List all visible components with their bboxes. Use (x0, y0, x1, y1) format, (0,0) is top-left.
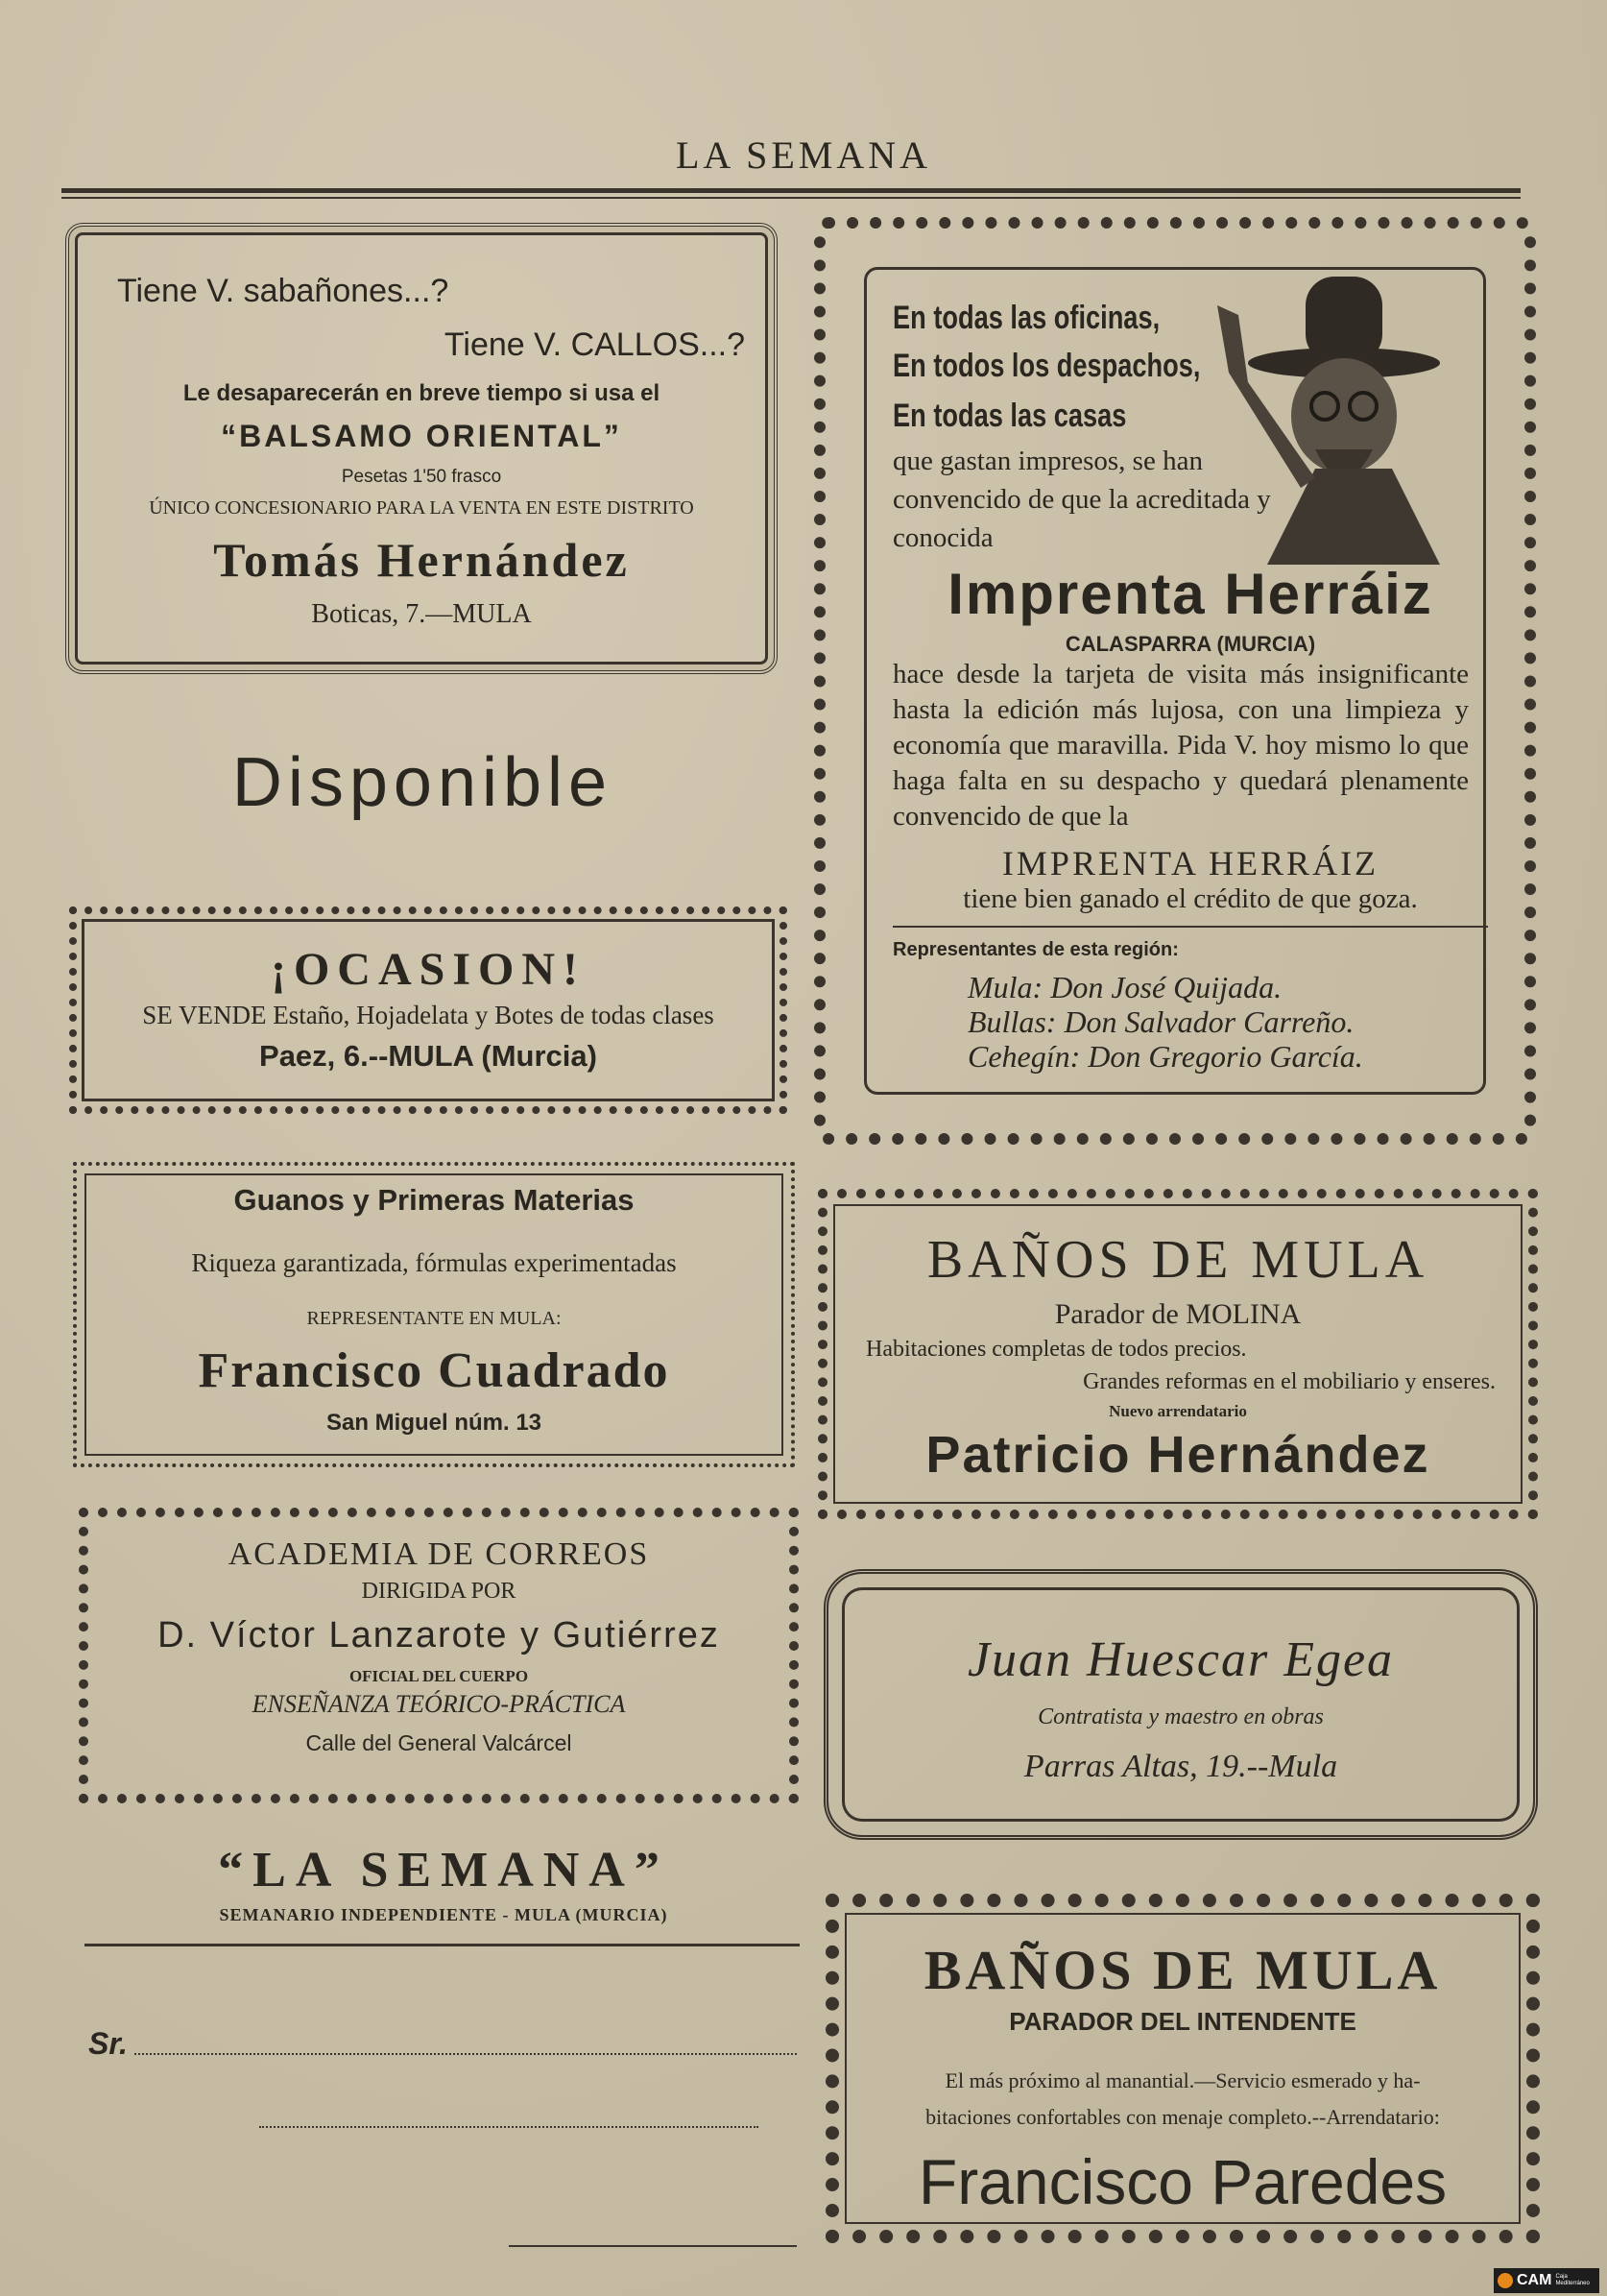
ad-imprenta-body2: hace desde la tarjeta de visita más insignificante hasta la edición más lujosa, con una limpieza y economía que maravilla. Pida V. hoy mismo lo que haga falta en su despacho y quedará plenamente convencido de que la (893, 659, 1469, 832)
ad-balsamo-price: Pesetas 1'50 frasco (341, 467, 502, 487)
ad-balsamo-line3: Le desaparecerán en breve tiempo si usa el (182, 380, 660, 406)
ad-imprenta-line1: En todas las oficinas, (893, 300, 1161, 336)
ad-banos-1-line1: Habitaciones completas de todos precios. (866, 1337, 1247, 1362)
ad-academia-line3: ENSEÑANZA TEÓRICO-PRÁCTICA (252, 1690, 626, 1718)
ad-banos-1 (818, 1189, 1538, 1519)
ad-guanos-line1: Riqueza garantizada, fórmulas experimentadas (191, 1248, 677, 1277)
ad-ocasion-title: ¡OCASION! (270, 944, 586, 995)
ad-ocasion-line1: SE VENDE Estaño, Hojadelata y Botes de todas clases (142, 1001, 714, 1029)
ad-academia-line2: OFICIAL DEL CUERPO (348, 1667, 529, 1685)
ad-banos-1-name: Patricio Hernández (925, 1426, 1430, 1484)
cam-logo-circle-icon (1498, 2273, 1513, 2288)
cam-logo (1494, 2268, 1599, 2293)
ad-imprenta (814, 217, 1536, 1145)
ad-balsamo-line1: Tiene V. sabañones...? (117, 273, 449, 309)
masthead-rule (84, 1944, 800, 1946)
ad-imprenta-name2: IMPRENTA HERRÁIZ (1001, 844, 1379, 882)
ad-imprenta-line2: En todos los despachos, (893, 348, 1201, 384)
ad-balsamo-product: “BALSAMO ORIENTAL” (221, 419, 622, 453)
header-rule (61, 188, 1521, 193)
ad-imprenta-divider (893, 926, 1488, 928)
ad-banos-2-title: BAÑOS DE MULA (923, 1939, 1442, 2001)
masthead-title: “LA SEMANA” (218, 1843, 669, 1897)
ad-imprenta-body3: tiene bien ganado el crédito de que goza. (963, 883, 1418, 914)
ad-imprenta-line3: En todas las casas (893, 398, 1127, 434)
address-line-3 (509, 2245, 797, 2247)
ad-balsamo-address: Boticas, 7.—MULA (311, 599, 532, 629)
sr-label: Sr. (88, 2026, 128, 2061)
ad-imprenta-rep1: Mula: Don José Quijada. (968, 970, 1283, 1004)
ad-banos-2-line2: bitaciones confortables con menaje completo.--Arrendatario: (925, 2105, 1440, 2129)
ad-balsamo-concession: ÚNICO CONCESIONARIO PARA LA VENTA EN ESTE DISTRITO (149, 497, 694, 519)
page-header: LA SEMANA (675, 133, 932, 177)
header-rule-thin (61, 197, 1521, 199)
ad-ocasion-line2: Paez, 6.--MULA (Murcia) (259, 1039, 597, 1073)
ad-guanos (73, 1162, 795, 1467)
ad-balsamo (65, 223, 778, 674)
ad-imprenta-reps-label: Representantes de esta región: (893, 939, 1179, 960)
ad-banos-1-line2: Grandes reformas en el mobiliario y enseres. (1083, 1369, 1496, 1394)
ad-guanos-title: Guanos y Primeras Materias (233, 1183, 635, 1217)
masthead-subtitle: SEMANARIO INDEPENDIENTE - MULA (MURCIA) (219, 1905, 668, 1924)
ad-academia-address: Calle del General Valcárcel (305, 1730, 572, 1755)
ad-academia (79, 1508, 799, 1803)
ad-imprenta-rep2: Bullas: Don Salvador Carreño. (968, 1004, 1355, 1039)
cam-logo-text: CAM (1517, 2272, 1552, 2288)
ad-academia-line1: DIRIGIDA POR (361, 1579, 516, 1604)
ad-huescar-name: Juan Huescar Egea (967, 1632, 1395, 1687)
ad-imprenta-body1: que gastan impresos, se han convencido de que la acreditada y conocida (893, 446, 1271, 553)
ad-academia-name: D. Víctor Lanzarote y Gutiérrez (157, 1615, 720, 1656)
ad-guanos-name: Francisco Cuadrado (198, 1343, 670, 1398)
ad-banos-2-line1: El más próximo al manantial.—Servicio esmerado y ha- (945, 2068, 1421, 2092)
ad-guanos-line2: REPRESENTANTE EN MULA: (306, 1308, 562, 1329)
ad-guanos-address: San Miguel núm. 13 (325, 1410, 542, 1436)
ad-imprenta-name: Imprenta Herráiz (947, 562, 1433, 626)
ad-academia-title: ACADEMIA DE CORREOS (228, 1536, 650, 1572)
ad-huescar-line1: Contratista y maestro en obras (1038, 1704, 1324, 1729)
cam-logo-small: Caja Mediterráneo (1555, 2274, 1590, 2286)
ad-huescar-address: Parras Altas, 19.--Mula (1023, 1749, 1338, 1784)
ad-banos-2-subtitle: PARADOR DEL INTENDENTE (1009, 2007, 1356, 2036)
available-text: Disponible (231, 744, 613, 821)
ad-banos-2-name: Francisco Paredes (918, 2146, 1448, 2217)
ad-banos-2 (826, 1894, 1540, 2243)
ad-balsamo-name: Tomás Hernández (213, 533, 630, 587)
ad-ocasion (69, 906, 787, 1114)
ad-imprenta-rep3: Cehegín: Don Gregorio García. (968, 1039, 1363, 1074)
ad-banos-1-line3: Nuevo arrendatario (1109, 1402, 1247, 1420)
ad-huescar (824, 1569, 1538, 1840)
ad-balsamo-line2: Tiene V. CALLOS...? (444, 326, 745, 363)
address-line-1 (134, 2053, 797, 2055)
ad-banos-1-subtitle: Parador de MOLINA (1054, 1298, 1302, 1330)
ad-banos-1-title: BAÑOS DE MULA (926, 1230, 1429, 1290)
address-line-2 (259, 2126, 758, 2128)
ad-imprenta-location: CALASPARRA (MURCIA) (1065, 632, 1316, 656)
